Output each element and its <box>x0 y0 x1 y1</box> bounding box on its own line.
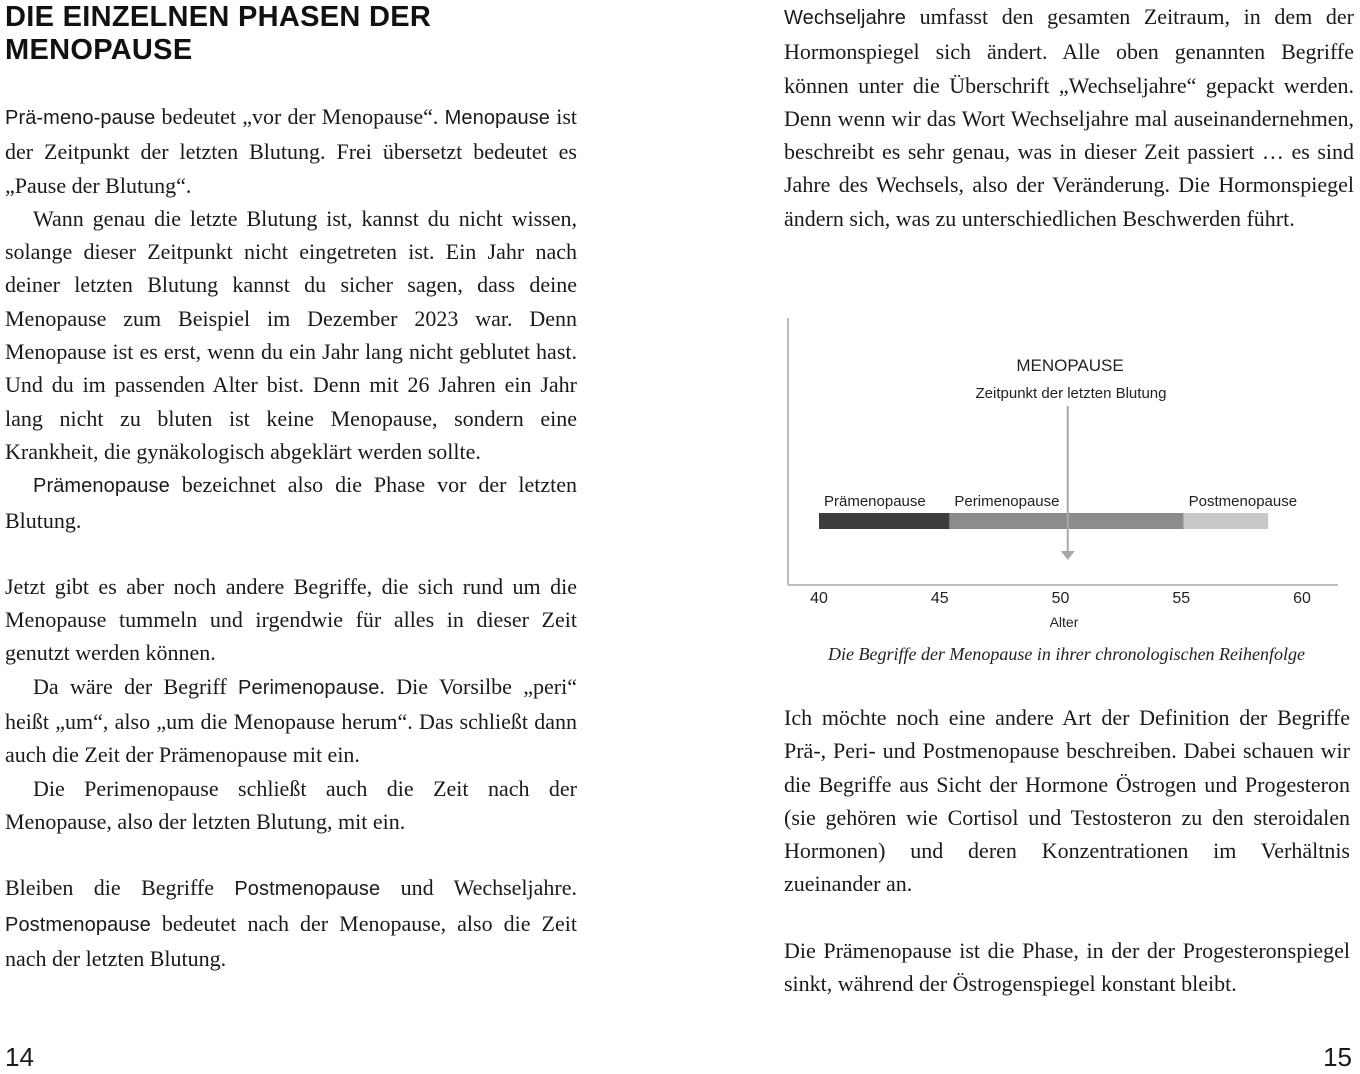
text-run: . Die Vorsilbe „peri“ heißt „um“, also „um die Menopause herum“. Das schließt dann auch die Zeit der Prämenopause mit ein. <box>5 673 578 768</box>
segment-label-prämenopause: Prämenopause <box>824 493 926 510</box>
segments-group <box>819 493 1297 529</box>
chart-caption: Die Begriffe der Menopause in ihrer chronologischen Reihenfolge <box>827 644 1306 664</box>
right-body-bottom <box>784 701 1350 1000</box>
term-postmenopause: Postmenopause <box>234 878 381 901</box>
x-axis-label: Alter <box>1049 614 1079 630</box>
tick-label-40: 40 <box>810 590 828 607</box>
paragraph-perimenopause <box>5 670 577 772</box>
tick-label-60: 60 <box>1293 590 1311 607</box>
page-number-left: 14 <box>5 1042 34 1072</box>
left-body <box>5 100 577 975</box>
tick-label-55: 55 <box>1172 590 1191 607</box>
term-postmenopause-2: Postmenopause <box>5 913 151 936</box>
text-run: bedeutet nach der Menopause, also die Zeit nach der letzten Blutung. <box>5 910 577 971</box>
tick-label-45: 45 <box>930 590 949 607</box>
paragraph-praemenopause-definition <box>5 100 577 202</box>
paragraph-perimenopause-after: Die Perimenopause schließt auch die Zeit nach der Menopause, also der letzten Blutung, mit ein. <box>5 775 577 834</box>
text-run: bezeichnet also die Phase vor der letzten Blutung. <box>5 472 577 533</box>
segment-prämenopause <box>819 513 949 529</box>
term-menopause: Menopause <box>444 107 551 129</box>
menopause-timeline-chart <box>784 318 1354 668</box>
marker-group <box>1061 406 1075 560</box>
paragraph-praemenopause-phase <box>5 468 577 537</box>
paragraph-wechseljahre <box>784 0 1354 235</box>
term-prae-meno-pause: Prä-meno-pause <box>5 107 156 129</box>
text-run: Da wäre der Begriff <box>33 673 239 699</box>
right-body-top <box>784 0 1354 235</box>
paragraph-other-terms: Jetzt gibt es aber noch andere Begriffe, die sich rund um die Menopause tummeln und irgendwie für alles in dieser Zeit genutzt werden können. <box>5 573 577 666</box>
menopause-marker-arrow <box>1061 551 1075 560</box>
paragraph-postmenopause <box>5 871 577 975</box>
page-number-right: 15 <box>1323 1042 1352 1072</box>
text-run: ist der Zeitpunkt der letzten Blutung. Frei übersetzt bedeutet es „Pause der Blutung“. <box>5 104 577 198</box>
right-page-bottom <box>784 701 1350 1000</box>
chart-subtitle: Zeitpunkt der letzten Blutung <box>975 385 1167 402</box>
text-run: umfasst den gesamten Zeitraum, in dem der Hormonspiegel sich ändert. Alle oben genannten Begriffe können unter die Überschrift „Wechseljahre“ gepackt werden. Denn wenn wir das Wort Wechseljahre mal auseinandernehmen, beschreibt es sehr genau, was in dieser Zeit passiert … es sind Jahre des Wechsels, also der Veränderung. Die Hormonspiegel ändern sich, was zu unterschiedlichen Beschwerden führt. <box>784 4 1354 231</box>
tick-label-50: 50 <box>1051 590 1070 607</box>
right-page <box>784 0 1354 235</box>
section-heading: DIE EINZELNEN PHASEN DER MENOPAUSE <box>5 1 432 66</box>
text-run: bedeutet „vor der Menopause“. <box>155 104 445 129</box>
paragraph-last-bleeding: Wann genau die letzte Blutung ist, kannst du nicht wissen, solange dieser Zeitpunkt nicht eingetreten ist. Ein Jahr nach deiner letzten Blutung kannst du sicher sagen, dass deine Menopause zum Beispiel im Dezember 2023 war. Denn Menopause ist es erst, wenn du ein Jahr lang nicht geblutet hast. Und du im passenden Alter bist. Denn mit 26 Jahren ein Jahr lang nicht zu bluten ist keine Menopause, sondern eine Krankheit, die gynäkologisch abgeklärt werden sollte. <box>5 205 577 464</box>
segment-label-postmenopause: Postmenopause <box>1188 493 1298 510</box>
paragraph-hormone-definition: Ich möchte noch eine andere Art der Definition der Begriffe Prä-, Peri- und Postmenopause beschreiben. Dabei schauen wir die Begriffe aus Sicht der Hormone Östrogen und Progesteron (sie gehören wie Cortisol und Testosteron zu den steroidalen Hormonen) und deren Konzentrationen im Verhältnis zueinander an. <box>784 705 1350 897</box>
term-praemenopause: Prämenopause <box>33 475 170 498</box>
text-run: und Wechseljahre. <box>380 875 578 901</box>
left-page <box>5 0 577 975</box>
segment-postmenopause <box>1184 513 1269 529</box>
paragraph-progesteron: Die Prämenopause ist die Phase, in der der Progesteronspiegel sinkt, während der Östrogenspiegel konstant bleibt. <box>784 937 1350 997</box>
chart-title: MENOPAUSE <box>1016 356 1124 375</box>
tick-labels-group <box>810 590 1311 607</box>
term-wechseljahre: Wechseljahre <box>784 7 907 29</box>
term-perimenopause: Perimenopause <box>238 676 380 699</box>
segment-perimenopause <box>949 513 1183 529</box>
segment-label-perimenopause: Perimenopause <box>954 493 1060 510</box>
text-run: Bleiben die Begriffe <box>5 875 235 901</box>
